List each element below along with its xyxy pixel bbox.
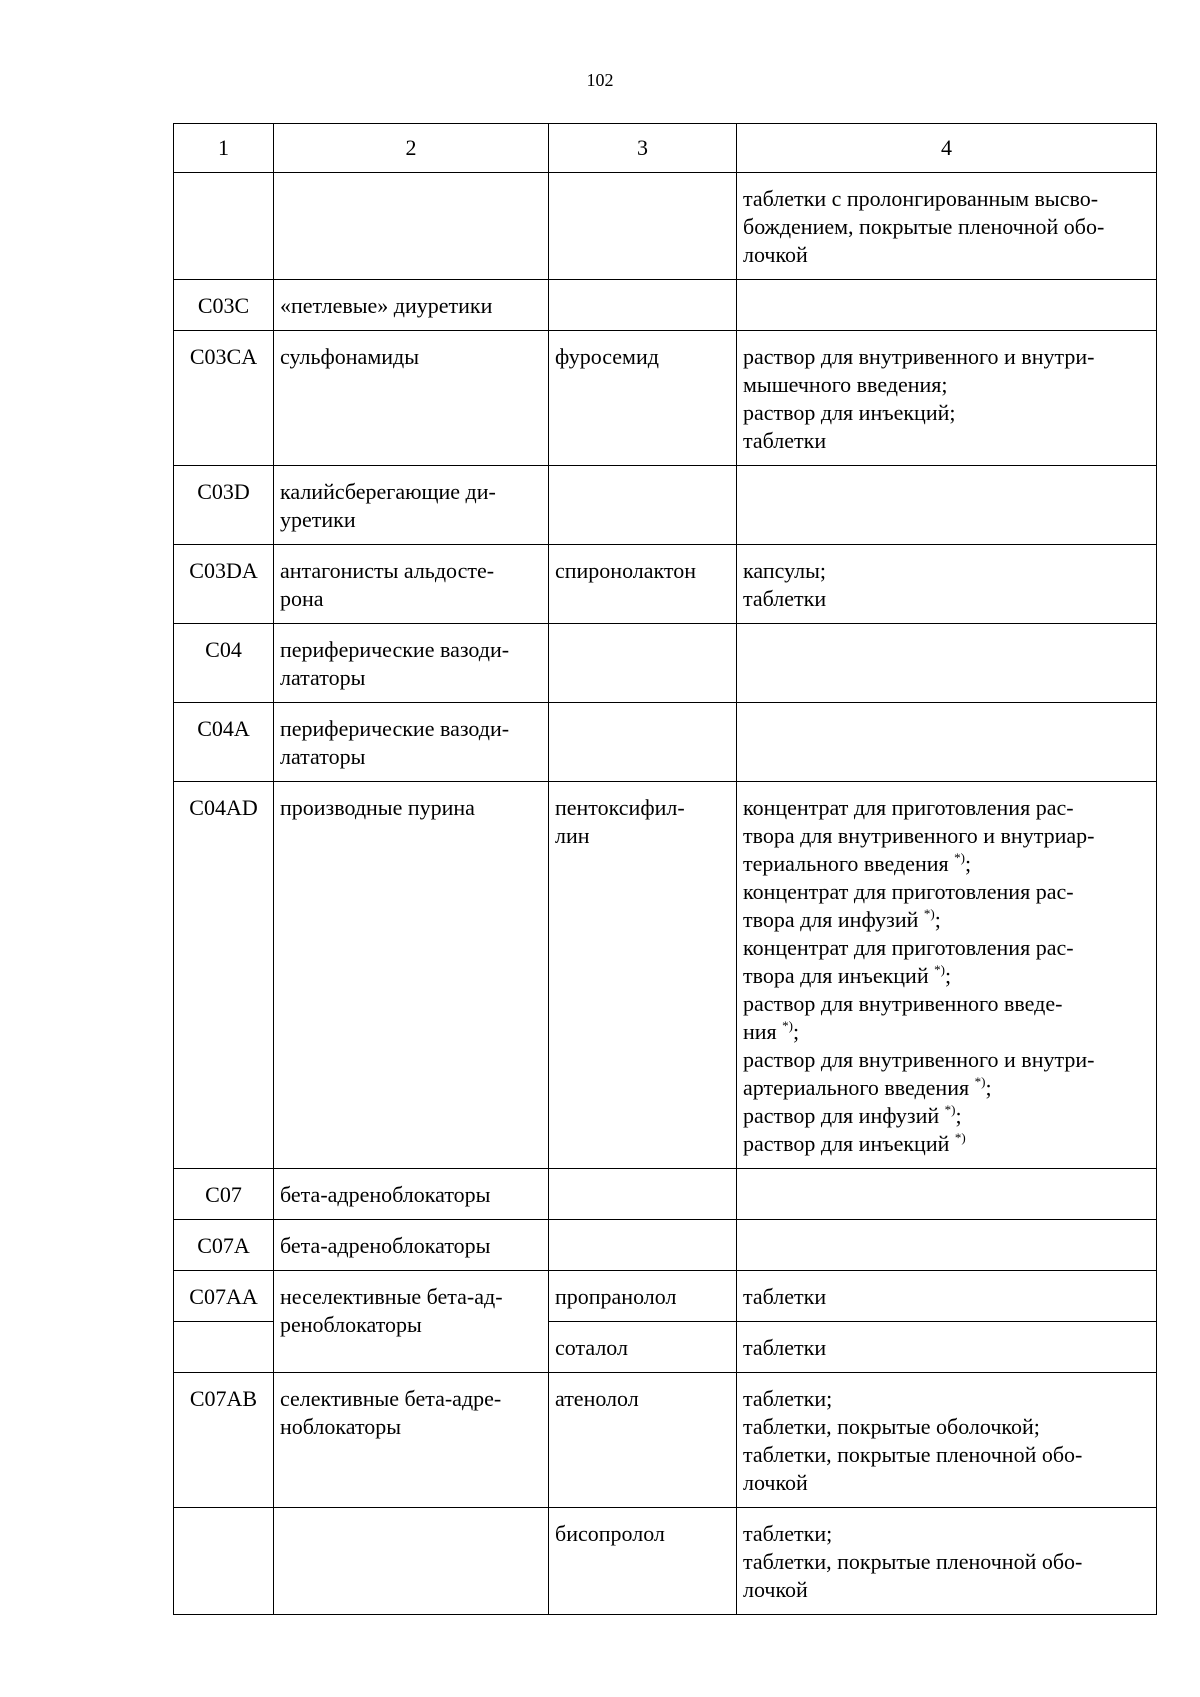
cell-line (743, 850, 1150, 878)
cell-line (743, 1074, 1150, 1102)
drug-name-cell (549, 1322, 737, 1373)
cell-line: бождением, покрытые пленочной обо- (743, 214, 1105, 239)
drug-name-cell (549, 1373, 737, 1508)
table-row (174, 1508, 1157, 1615)
cell-line: ноблокаторы (280, 1414, 402, 1439)
atc-code-cell (174, 1508, 274, 1615)
dosage-forms-cell (737, 1508, 1157, 1615)
atc-code-cell: C03D (174, 466, 274, 545)
dosage-forms-cell (737, 1271, 1157, 1322)
drug-name-cell (549, 1508, 737, 1615)
cell-line (743, 822, 1150, 850)
atc-code-cell: C04A (174, 703, 274, 782)
group-name-cell (274, 331, 549, 466)
cell-line: раствор для внутривенного и внутри- (743, 344, 1095, 369)
group-name-cell (274, 280, 549, 331)
cell-line: пропранолол (555, 1284, 677, 1309)
line-text: териального введения (743, 851, 955, 876)
atc-code-cell: C03CA (174, 331, 274, 466)
cell-line: производные пурина (280, 795, 475, 820)
cell-line: пентоксифил- (555, 795, 685, 820)
table-row (174, 173, 1157, 280)
cell-line: уретики (280, 507, 356, 532)
footnote-mark: *) (934, 962, 945, 977)
cell-line (743, 1046, 1150, 1074)
cell-line: мышечного введения; (743, 372, 948, 397)
line-text: раствор для внутривенного введе- (743, 991, 1063, 1016)
table-row (174, 545, 1157, 624)
line-text: раствор для инъекций (743, 1131, 955, 1156)
line-text: концентрат для приготовления рас- (743, 795, 1074, 820)
cell-line: селективные бета-адре- (280, 1386, 502, 1411)
line-punctuation: ; (964, 851, 972, 876)
line-punctuation: ; (934, 907, 941, 932)
cell-line (743, 878, 1150, 906)
cell-line (743, 1102, 1150, 1130)
dosage-forms-cell (737, 545, 1157, 624)
table-row (174, 1373, 1157, 1508)
dosage-forms-cell (737, 173, 1157, 280)
group-name-cell (274, 1508, 549, 1615)
cell-line: таблетки (743, 586, 827, 611)
cell-line: «петлевые» диуретики (280, 293, 493, 318)
group-name-cell (274, 1271, 549, 1373)
cell-line: лочкой (743, 1577, 808, 1602)
line-text: артериального введения (743, 1075, 975, 1100)
footnote-mark: *) (954, 850, 965, 865)
group-name-cell (274, 782, 549, 1169)
dosage-forms-cell (737, 1220, 1157, 1271)
dosage-forms-cell (737, 1373, 1157, 1508)
cell-line: бисопролол (555, 1521, 665, 1546)
dosage-forms-cell (737, 466, 1157, 545)
atc-code-cell (174, 1322, 274, 1373)
line-text: концентрат для приготовления рас- (743, 935, 1074, 960)
header-row (174, 124, 1157, 173)
cell-line: реноблокаторы (280, 1312, 422, 1337)
drug-name-cell (549, 545, 737, 624)
drug-name-cell (549, 280, 737, 331)
footnote-mark: *) (974, 1074, 986, 1089)
group-name-cell (274, 466, 549, 545)
footnote-mark: *) (923, 906, 935, 921)
dosage-forms-cell (737, 331, 1157, 466)
cell-line (743, 934, 1150, 962)
line-text: раствор для внутривенного и внутри- (743, 1047, 1095, 1072)
line-text: твора для инъекций (743, 963, 935, 988)
header-col-2: 2 (274, 124, 549, 173)
cell-line: калийсберегающие ди- (280, 479, 496, 504)
footnote-mark: *) (944, 1102, 956, 1117)
cell-line: лататоры (280, 665, 366, 690)
page-number: 102 (586, 70, 614, 90)
table-row (174, 466, 1157, 545)
cell-line: таблетки (743, 428, 827, 453)
group-name-cell (274, 1373, 549, 1508)
atc-code-cell: C07A (174, 1220, 274, 1271)
line-text: концентрат для приготовления рас- (743, 879, 1074, 904)
atc-drug-table (173, 123, 1157, 1615)
atc-code-cell: C07AB (174, 1373, 274, 1508)
cell-line: лин (555, 823, 590, 848)
table-row (174, 624, 1157, 703)
atc-code-cell: C04AD (174, 782, 274, 1169)
cell-line: сульфонамиды (280, 344, 419, 369)
drug-name-cell (549, 703, 737, 782)
cell-line: таблетки (743, 1335, 827, 1360)
drug-name-cell (549, 1271, 737, 1322)
cell-line: капсулы; (743, 558, 826, 583)
cell-line (743, 962, 1150, 990)
table-row (174, 1220, 1157, 1271)
cell-line: неселективные бета-ад- (280, 1284, 503, 1309)
cell-line: лататоры (280, 744, 366, 769)
atc-code-cell: C03C (174, 280, 274, 331)
cell-line: лочкой (743, 242, 808, 267)
header-col-3: 3 (549, 124, 737, 173)
group-name-cell (274, 624, 549, 703)
drug-name-cell (549, 782, 737, 1169)
table-row (174, 280, 1157, 331)
cell-line: лочкой (743, 1470, 808, 1495)
cell-line: бета-адреноблокаторы (280, 1233, 491, 1258)
cell-line (743, 1130, 1150, 1158)
cell-line (743, 794, 1150, 822)
header-col-1: 1 (174, 124, 274, 173)
cell-line (743, 990, 1150, 1018)
drug-name-cell (549, 331, 737, 466)
dosage-forms-cell (737, 280, 1157, 331)
table-row (174, 1169, 1157, 1220)
dosage-forms-cell (737, 1322, 1157, 1373)
cell-line: таблетки; (743, 1521, 833, 1546)
footnote-mark: *) (782, 1018, 794, 1033)
cell-line: таблетки, покрытые пленочной обо- (743, 1442, 1083, 1467)
cell-line: бета-адреноблокаторы (280, 1182, 491, 1207)
line-text: ния (743, 1019, 783, 1044)
cell-line (743, 1018, 1150, 1046)
header-col-4: 4 (737, 124, 1157, 173)
drug-name-cell (549, 466, 737, 545)
atc-code-cell: C04 (174, 624, 274, 703)
cell-line: спиронолактон (555, 558, 697, 583)
table-row (174, 782, 1157, 1169)
table-row (174, 331, 1157, 466)
table-row (174, 1271, 1157, 1322)
cell-line: периферические вазоди- (280, 637, 510, 662)
atc-code-cell (174, 173, 274, 280)
drug-name-cell (549, 173, 737, 280)
line-text: твора для инфузий (743, 907, 924, 932)
cell-line: таблетки, покрытые пленочной обо- (743, 1549, 1083, 1574)
cell-line: таблетки, покрытые оболочкой; (743, 1414, 1040, 1439)
table-row (174, 703, 1157, 782)
atc-code-cell: C07AA (174, 1271, 274, 1322)
dosage-forms-cell (737, 624, 1157, 703)
dosage-forms-cell (737, 782, 1157, 1169)
cell-line: рона (280, 586, 324, 611)
atc-code-cell: C07 (174, 1169, 274, 1220)
group-name-cell (274, 1169, 549, 1220)
cell-line: таблетки (743, 1284, 827, 1309)
line-punctuation: ; (944, 963, 952, 988)
drug-name-cell (549, 624, 737, 703)
line-punctuation: ; (955, 1103, 962, 1128)
line-text: раствор для инфузий (743, 1103, 945, 1128)
cell-line: таблетки с пролонгированным высво- (743, 186, 1099, 211)
cell-line: соталол (555, 1335, 628, 1360)
cell-line: раствор для инъекций; (743, 400, 956, 425)
cell-line (743, 906, 1150, 934)
footnote-mark: *) (954, 1130, 966, 1145)
line-text: твора для внутривенного и внутриар- (743, 823, 1095, 848)
group-name-cell (274, 703, 549, 782)
dosage-forms-cell (737, 1169, 1157, 1220)
cell-line: фуросемид (555, 344, 659, 369)
dosage-forms-cell (737, 703, 1157, 782)
drug-name-cell (549, 1169, 737, 1220)
cell-line: антагонисты альдосте- (280, 558, 495, 583)
drug-name-cell (549, 1220, 737, 1271)
line-punctuation: ; (793, 1019, 800, 1044)
group-name-cell (274, 173, 549, 280)
group-name-cell (274, 1220, 549, 1271)
cell-line: таблетки; (743, 1386, 833, 1411)
atc-code-cell: C03DA (174, 545, 274, 624)
cell-line: атенолол (555, 1386, 639, 1411)
line-punctuation: ; (985, 1075, 992, 1100)
cell-line: периферические вазоди- (280, 716, 510, 741)
group-name-cell (274, 545, 549, 624)
